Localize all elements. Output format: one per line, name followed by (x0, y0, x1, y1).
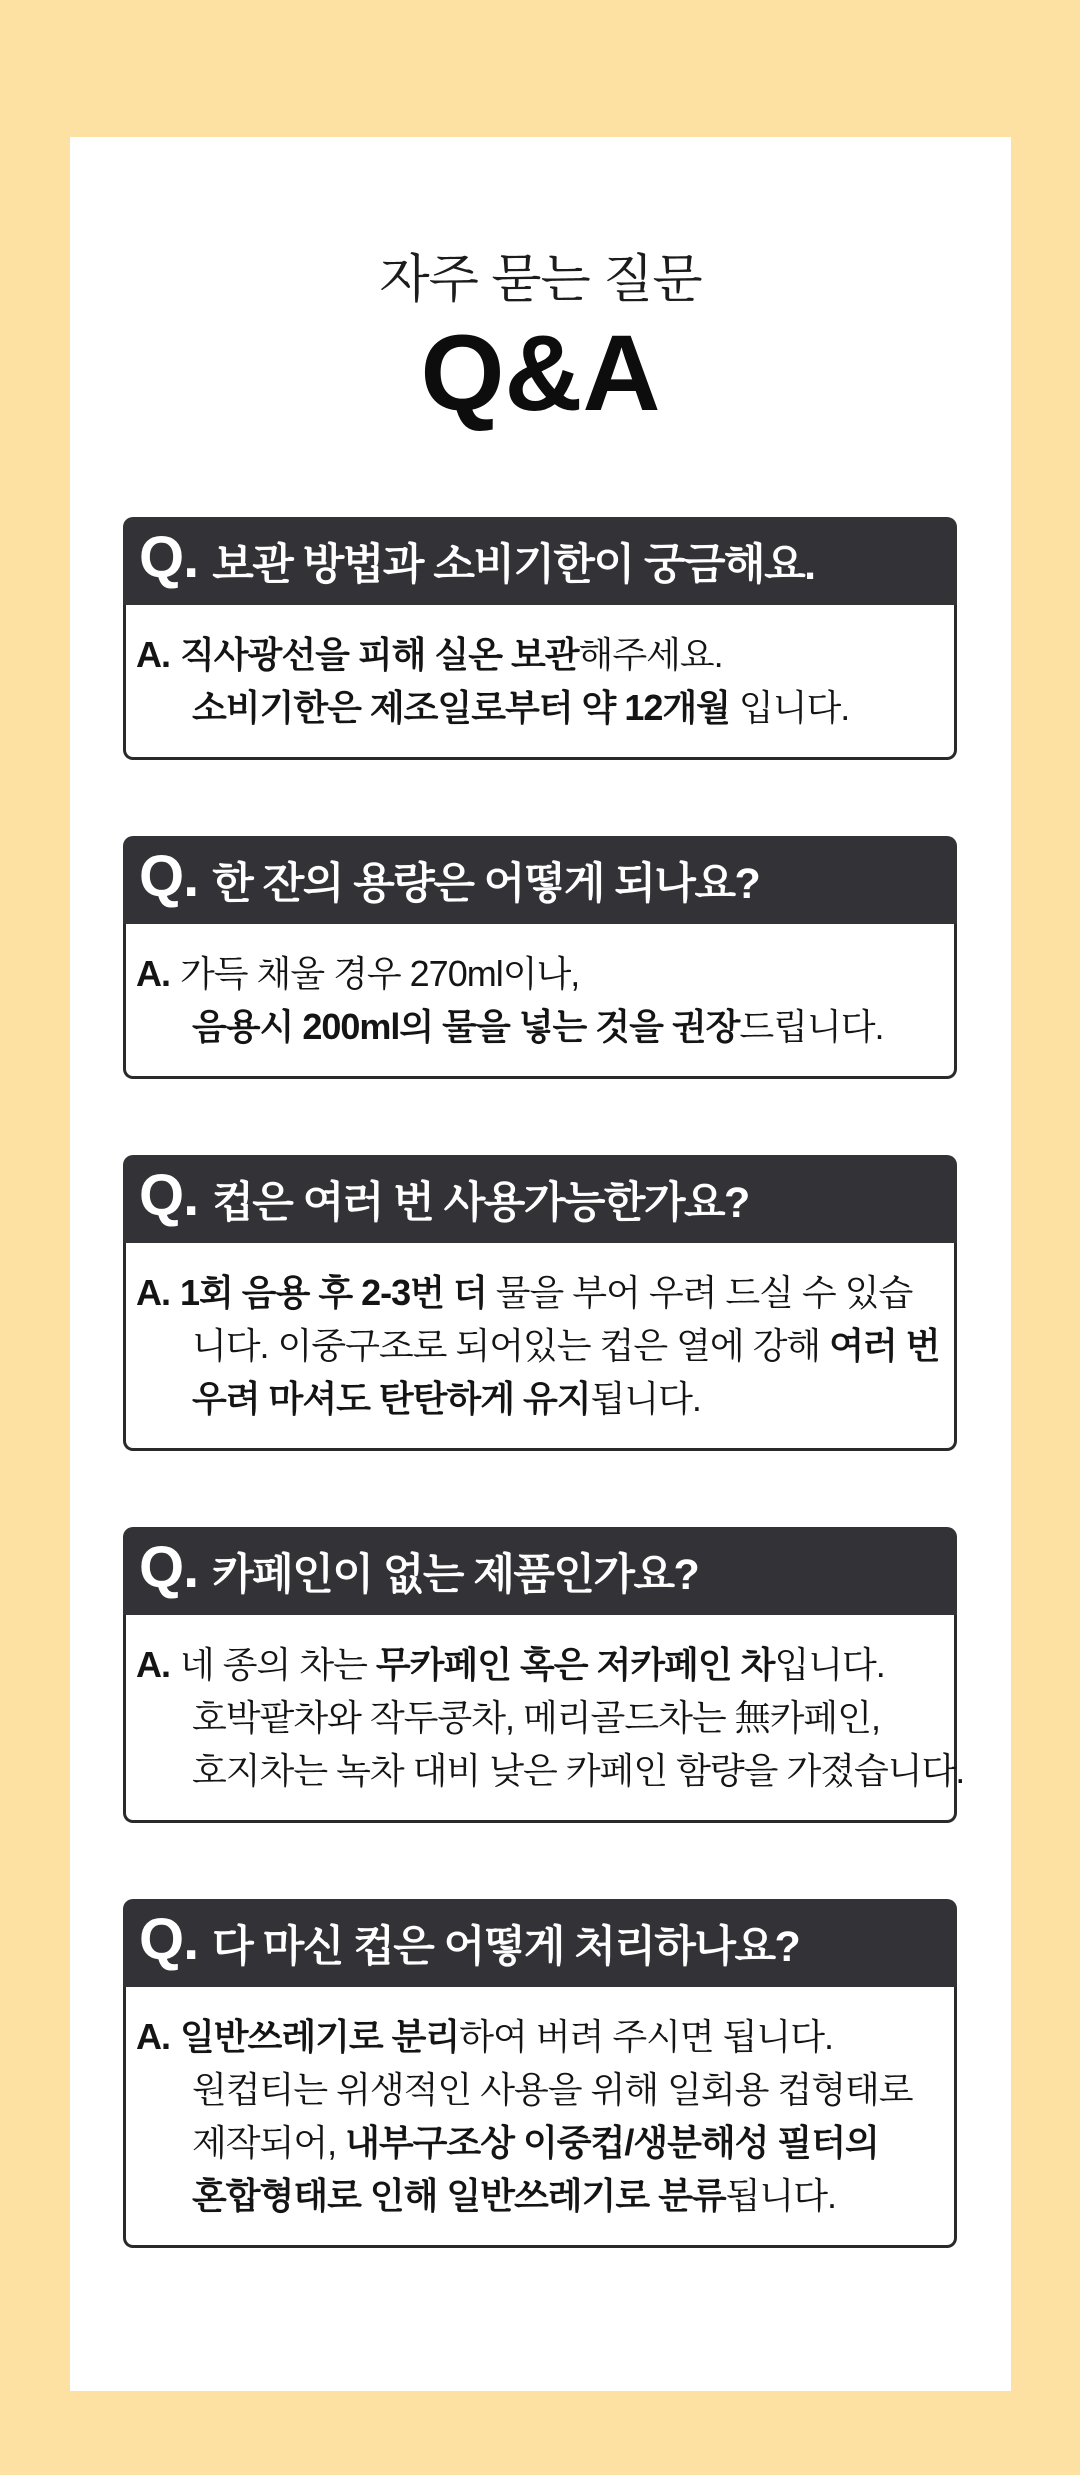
answer-segment: 무카페인 혹은 저카페인 차 (375, 1644, 775, 1685)
faq-card-reuse (123, 1155, 957, 1451)
answer-segment: 1회 음용 후 2-3번 더 (180, 1272, 487, 1313)
question-header (123, 836, 957, 924)
answer-segment: 해주세요. (578, 634, 723, 675)
answer-box (123, 924, 957, 1079)
answer-segment: 제작되어, (192, 2122, 346, 2163)
question-text: 컵은 여러 번 사용가능한가요? (212, 1178, 749, 1227)
answer-box (123, 1243, 957, 1451)
answer-box (123, 1615, 965, 1823)
answer-line (192, 1372, 934, 1425)
answer-segment: 원컵티는 위생적인 사용을 위해 일회용 컵형태로 (192, 2069, 913, 2110)
answer-box (123, 1987, 957, 2248)
answer-line (136, 2010, 934, 2063)
question-header (123, 1155, 957, 1243)
answer-segment: 물을 부어 우려 드실 수 있습 (486, 1272, 913, 1313)
answer-line (192, 681, 934, 734)
answer-segment: 입니다. (774, 1644, 885, 1685)
answer-segment: 혼합형태로 인해 일반쓰레기로 분류 (192, 2175, 726, 2216)
answer-segment: 소비기한은 제조일로부터 약 12개월 (192, 687, 730, 728)
answer-segment: 네 종의 차는 (180, 1644, 376, 1685)
page-title: Q&A (420, 312, 661, 433)
q-prefix: Q. (139, 1163, 199, 1228)
answer-segment: 우려 마셔도 탄탄하게 유지 (192, 1378, 591, 1419)
faq-card-disposal (123, 1899, 957, 2248)
answer-segment: 일반쓰레기로 분리 (180, 2016, 460, 2057)
answer-segment: 여러 번 (829, 1325, 940, 1366)
a-prefix: A. (136, 2016, 170, 2057)
question-header (123, 1527, 957, 1615)
question-header (123, 517, 957, 605)
content-panel (70, 137, 1011, 2391)
answer-segment: 호지차는 녹차 대비 낮은 카페인 함량을 가졌습니다. (192, 1750, 965, 1791)
q-prefix: Q. (139, 844, 199, 909)
question-text: 다 마신 컵은 어떻게 처리하나요? (212, 1922, 800, 1971)
answer-segment: 니다. 이중구조로 되어있는 컵은 열에 강해 (192, 1325, 830, 1366)
a-prefix: A. (136, 953, 170, 994)
question-text: 카페인이 없는 제품인가요? (212, 1550, 699, 1599)
faq-list (123, 517, 965, 2248)
answer-line (136, 1638, 934, 1691)
q-prefix: Q. (139, 1907, 199, 1972)
question-text: 한 잔의 용량은 어떻게 되나요? (212, 859, 760, 908)
question-header (123, 1899, 957, 1987)
answer-line (192, 1319, 940, 1372)
answer-line (192, 2063, 934, 2116)
answer-segment: 음용시 200ml의 물을 넣는 것을 권장 (192, 1006, 740, 1047)
answer-line (192, 1744, 965, 1797)
q-prefix: Q. (139, 1535, 199, 1600)
answer-segment: 됩니다. (590, 1378, 701, 1419)
answer-line (136, 1266, 934, 1319)
answer-segment: 하여 버려 주시면 됩니다. (459, 2016, 833, 2057)
answer-segment: 됩니다. (725, 2175, 836, 2216)
answer-line (192, 1000, 934, 1053)
answer-line (192, 1691, 934, 1744)
faq-card-volume (123, 836, 957, 1079)
question-text: 보관 방법과 소비기한이 궁금해요. (212, 540, 815, 589)
answer-segment: 내부구조상 이중컵/생분해성 필터의 (345, 2122, 879, 2163)
answer-line (192, 2169, 934, 2222)
answer-line (136, 628, 934, 681)
page-subtitle: 자주 묻는 질문 (379, 251, 702, 309)
answer-segment: 직사광선을 피해 실온 보관 (180, 634, 579, 675)
answer-line (192, 2116, 934, 2169)
a-prefix: A. (136, 634, 170, 675)
answer-segment: 드립니다. (739, 1006, 884, 1047)
answer-segment: 가득 채울 경우 270ml이나, (180, 953, 580, 994)
faq-card-storage (123, 517, 957, 760)
answer-line (136, 947, 934, 1000)
q-prefix: Q. (139, 525, 199, 590)
a-prefix: A. (136, 1644, 170, 1685)
a-prefix: A. (136, 1272, 170, 1313)
faq-card-caffeine (123, 1527, 965, 1823)
answer-segment: 호박팥차와 작두콩차, 메리골드차는 無카페인, (192, 1697, 880, 1738)
answer-segment: 입니다. (729, 687, 850, 728)
answer-box (123, 605, 957, 760)
